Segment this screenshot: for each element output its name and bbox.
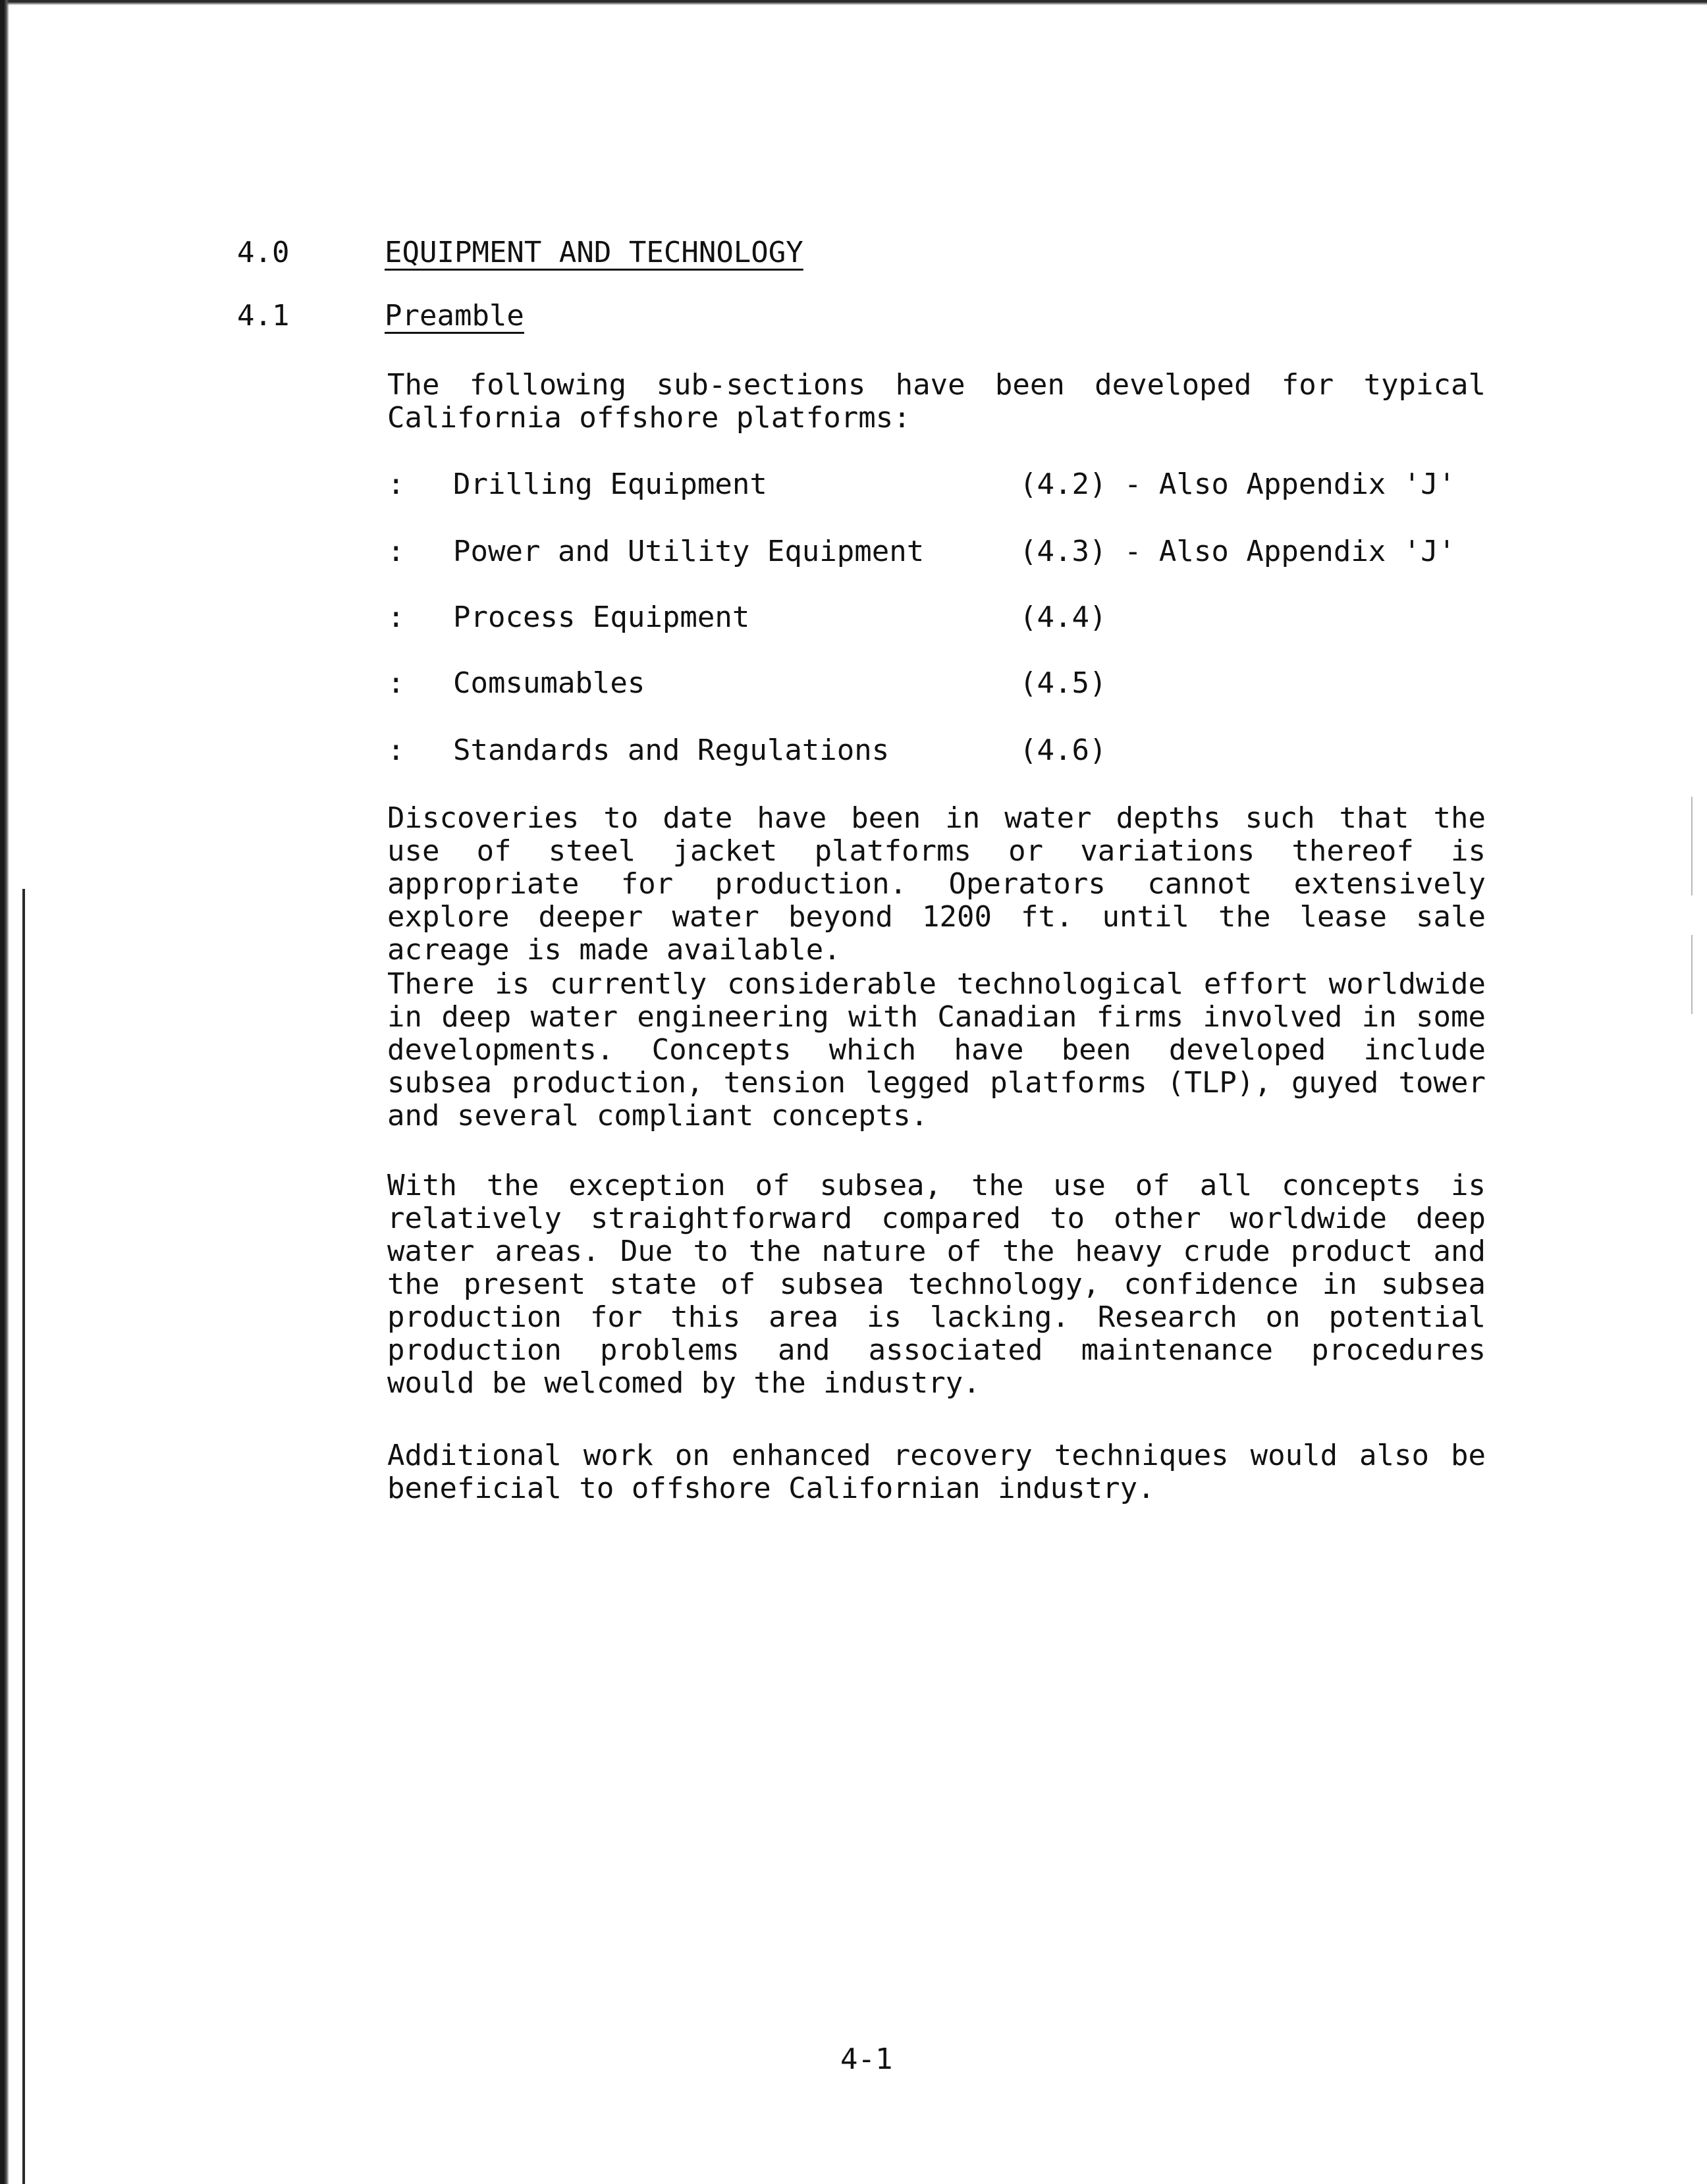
list-bullet: : bbox=[387, 600, 405, 634]
body-paragraph: Discoveries to date have been in water depths such that the use of steel jacket platforms or variations thereof is appropriate for production. Operators cannot extensively explore deeper water beyond 1200 ft. until the lease sale acreage is made available. bbox=[387, 801, 1486, 967]
intro-paragraph: The following sub-sections have been developed for typical California offshore platforms: bbox=[387, 368, 1486, 435]
list-label: Process Equipment bbox=[453, 600, 750, 634]
scan-binding-line bbox=[22, 889, 25, 2184]
page-number: 4-1 bbox=[840, 2042, 893, 2076]
scan-margin-mark bbox=[1691, 935, 1693, 1014]
subsection-number: 4.1 bbox=[237, 299, 290, 333]
list-bullet: : bbox=[387, 535, 405, 568]
section-title: EQUIPMENT AND TECHNOLOGY bbox=[385, 236, 803, 269]
list-bullet: : bbox=[387, 467, 405, 501]
list-label: Power and Utility Equipment bbox=[453, 535, 925, 568]
subsection-title: Preamble bbox=[385, 299, 524, 333]
body-paragraph: With the exception of subsea, the use of all concepts is relatively straightforward compared to other worldwide deep water areas. Due to the nature of the heavy crude product and the present state of subsea technology, confidence in subsea production for this area is lacking. Research on potential production problems and associated maintenance procedures would be welcomed by the industry. bbox=[387, 1169, 1486, 1400]
list-item bbox=[387, 466, 1507, 503]
list-reference: (4.6) bbox=[1019, 733, 1107, 767]
list-item bbox=[387, 665, 1507, 702]
scan-margin-mark bbox=[1691, 797, 1693, 895]
list-reference: (4.4) bbox=[1019, 600, 1107, 634]
section-number: 4.0 bbox=[237, 236, 290, 269]
list-label: Drilling Equipment bbox=[453, 467, 767, 501]
list-bullet: : bbox=[387, 666, 405, 700]
list-reference: (4.5) bbox=[1019, 666, 1107, 700]
list-item bbox=[387, 599, 1507, 636]
list-label: Standards and Regulations bbox=[453, 733, 890, 767]
list-bullet: : bbox=[387, 733, 405, 767]
body-paragraph: There is currently considerable technological effort worldwide in deep water engineering with Canadian firms involved in some developments. Concepts which have been developed include subsea production, tension legged platforms (TLP), guyed tower and several compliant concepts. bbox=[387, 967, 1486, 1132]
scan-edge-left bbox=[0, 0, 9, 2184]
list-item bbox=[387, 732, 1507, 769]
body-paragraph: Additional work on enhanced recovery techniques would also be beneficial to offshore Californian industry. bbox=[387, 1439, 1486, 1505]
list-reference: (4.3) - Also Appendix 'J' bbox=[1019, 535, 1456, 568]
list-item bbox=[387, 533, 1507, 570]
list-reference: (4.2) - Also Appendix 'J' bbox=[1019, 467, 1456, 501]
list-label: Comsumables bbox=[453, 666, 645, 700]
scan-edge-top bbox=[0, 0, 1707, 5]
